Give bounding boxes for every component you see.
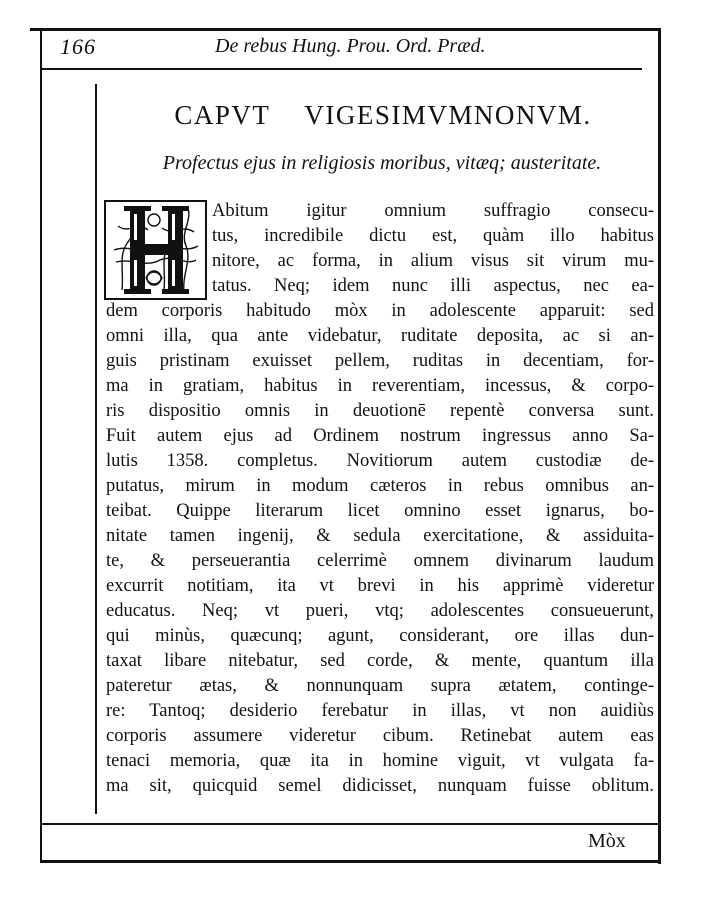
text-line: omni illa, qua ante videbatur, ruditate deposita, ac si an- bbox=[106, 326, 654, 346]
running-head: De rebus Hung. Prou. Ord. Præd. bbox=[215, 35, 486, 57]
text-line: ma in gratiam, habitus in reverentiam, incessus, & corpo- bbox=[106, 376, 654, 396]
text-line: ris dispositio omnis in deuotionē repentè conversa sunt. bbox=[106, 401, 654, 421]
chapter-title-word-1: CAPVT bbox=[174, 100, 271, 130]
catchword: Mòx bbox=[588, 830, 626, 852]
bottom-rule bbox=[40, 860, 661, 863]
text-line: dem corporis habitudo mòx in adolescente apparuit: sed bbox=[106, 301, 654, 321]
page-number: 166 bbox=[60, 34, 96, 59]
text-line: tus, incredibile dictu est, quàm illo habitus bbox=[212, 226, 654, 246]
chapter-subtitle: Profectus ejus in religiosis moribus, vitæq; austeritate. bbox=[162, 152, 602, 174]
text-line: teibat. Quippe literarum licet omnino esset ignarus, bo- bbox=[106, 501, 654, 521]
text-left-rule bbox=[95, 84, 97, 814]
header-rule bbox=[40, 68, 642, 70]
text-line: pateretur ætas, & nonnunquam supra ætatem, continge- bbox=[106, 676, 654, 696]
text-line: qui minùs, quæcunq; agunt, considerant, ore illas dun- bbox=[106, 626, 654, 646]
text-line: te, & perseuerantia celerrimè omnem divinarum laudum bbox=[106, 551, 654, 571]
top-rule bbox=[30, 28, 661, 31]
text-line: Abitum igitur omnium suffragio consecu- bbox=[212, 201, 654, 221]
text-line: lutis 1358. completus. Novitiorum autem custodiæ de- bbox=[106, 451, 654, 471]
outer-left-rule bbox=[40, 28, 42, 863]
text-line: educatus. Neq; vt pueri, vtq; adolescentes consueuerunt, bbox=[106, 601, 654, 621]
text-line: guis pristinam exuisset pellem, ruditas in decentiam, for- bbox=[106, 351, 654, 371]
page-header bbox=[60, 34, 650, 64]
text-line: taxat libare nitebatur, sed corde, & mente, quantum illa bbox=[106, 651, 654, 671]
text-line: Fuit autem ejus ad Ordinem nostrum ingressus anno Sa- bbox=[106, 426, 654, 446]
text-line: excurrit notitiam, ita vt brevi in his apprimè videretur bbox=[106, 576, 654, 596]
text-line: putatus, mirum in modum cæteros in rebus omnibus an- bbox=[106, 476, 654, 496]
right-rule bbox=[658, 28, 661, 864]
chapter-title bbox=[118, 100, 648, 131]
text-line: tatus. Neq; idem nunc illi aspectus, nec ea- bbox=[212, 276, 654, 296]
footer-rule bbox=[40, 823, 658, 825]
text-line: corporis assumere videretur cibum. Retinebat autem eas bbox=[106, 726, 654, 746]
text-line: nitore, ac forma, in alium visus sit virum mu- bbox=[212, 251, 654, 271]
text-line: nitate tamen ingenij, & sedula exercitatione, & assiduita- bbox=[106, 526, 654, 546]
text-line: tenaci memoria, quæ ita in homine viguit, vt vulgata fa- bbox=[106, 751, 654, 771]
chapter-title-word-2: VIGESIMVMNONVM. bbox=[304, 100, 592, 130]
text-line: ma sit, quicquid semel didicisset, nunquam fuisse oblitum. bbox=[106, 776, 654, 796]
body-text bbox=[106, 199, 654, 799]
text-line: re: Tantoq; desiderio ferebatur in illas, vt non auidiùs bbox=[106, 701, 654, 721]
